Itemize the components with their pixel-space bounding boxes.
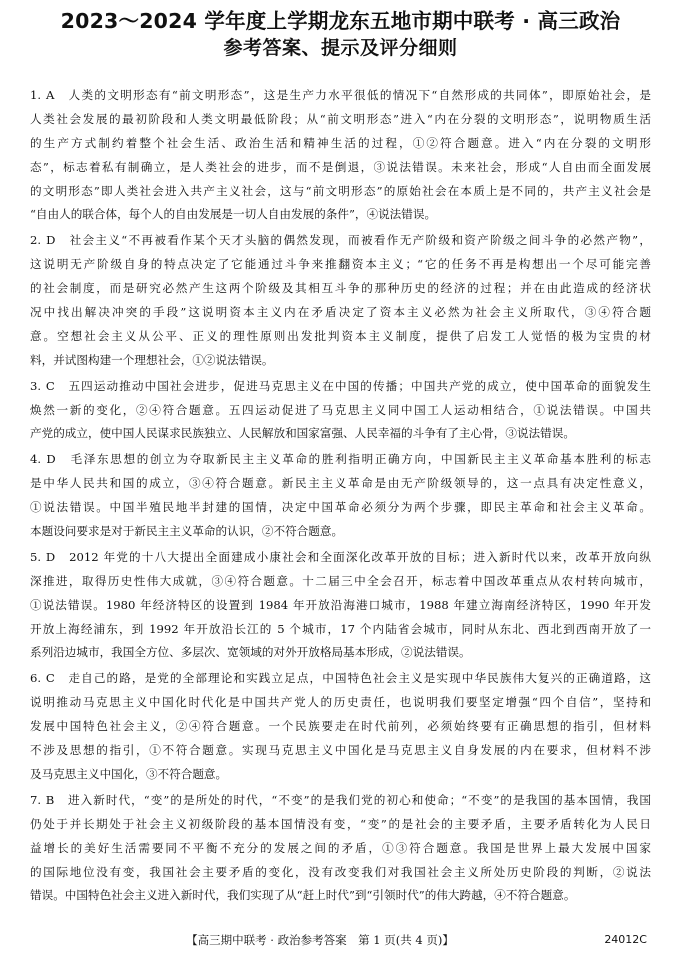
answer-text-line: 仍处于并长期处于社会主义初级阶段的基本国情没有变，“变”的是社会的主要矛盾，主要矛盾转化为人民日 (30, 816, 651, 831)
answer-list (30, 84, 651, 908)
answer-text-line: ①说法错误。中国半殖民地半封建的国情，决定中国革命必须分为两个步骤，即民主革命和社会主义革命。 (30, 500, 651, 515)
document-title: 2023～2024 学年度上学期龙东五地市期中联考 · 高三政治 (60, 9, 621, 33)
answer-text-line: 料，并试图构建一个理想社会，①②说法错误。 (30, 352, 274, 367)
answer-text-line: 及马克思主义中国化，③不符合题意。 (30, 766, 228, 781)
answer-text-line: 发展中国特色社会主义，②④符合题意。一个民族要走在时代前列，必须始终要有正确思想的指引，但材料 (30, 719, 651, 734)
answer-text-line: 况中找出解决冲突的手段”这说明资本主义内在矛盾决定了资本主义必然为社会主义所取代，③④符合题 (30, 305, 651, 320)
answer-text-line: 的文明形态”即人类社会进入共产主义社会，这与“前文明形态”的原始社会在本质上是不同的，共产主义社会是 (30, 183, 651, 198)
answer-text-line: ①说法错误。1980 年经济特区的设置到 1984 年开放沿海港口城市，1988 年建立海南经济特区，1990 年开发 (30, 597, 651, 612)
answer-text-line: 6. C 走自己的路，是党的全部理论和实践立足点，中国特色社会主义是实现中华民族伟大复兴的正确道路，这 (30, 671, 651, 686)
answer-text-line: 的国际地位没有变，我国社会主要矛盾的变化，没有改变我们对我国社会主义所处历史阶段的判断，②说法 (30, 864, 651, 879)
page-footer (0, 929, 677, 951)
answer-text-line: 错误。中国特色社会主义进入新时代，我们实现了从“赶上时代”到“引领时代”的伟大跨越，④不符合题意。 (30, 888, 576, 903)
answer-text-line: 这说明无产阶级自身的特点决定了它能通过斗争来推翻资本主义；“它的任务不再是构想出一个尽可能完善 (30, 257, 651, 272)
answer-text-line: 深推进，取得历史性伟大成就，③④符合题意。十二届三中全会召开，标志着中国改革重点从农村转向城市， (30, 573, 651, 588)
answer-text-line: 意。空想社会主义从公平、正义的理性原则出发批判资本主义制度，提供了启发工人觉悟的极为宝贵的材 (30, 328, 651, 343)
answer-text-line: 不涉及思想的指引，①不符合题意。实现马克思主义中国化是马克思主义自身发展的内在要求，但材料不涉 (30, 743, 651, 758)
answer-text-line: 系列沿边城市，我国全方位、多层次、宽领域的对外开放格局基本形成，②说法错误。 (30, 645, 471, 660)
footer-code: 24012C (604, 933, 647, 946)
answer-item (30, 229, 651, 372)
answer-text-line: 本题设问要求是对于新民主主义革命的认识，②不符合题意。 (30, 524, 344, 539)
answer-text-line: 焕然一新的变化，②④符合题意。五四运动促进了马克思主义同中国工人运动相结合，①说法错误。中国共 (30, 402, 651, 417)
answer-text-line: 开放上海经浦东，到 1992 年开放沿长江的 5 个城市，17 个内陆省会城市，同时从东北、西北到西南开放了一 (30, 621, 651, 636)
footer-page-info: 【高三期中联考 · 政治参考答案 第 1 页(共 4 页)】 (186, 933, 454, 947)
answer-item (30, 667, 651, 786)
answer-text-line: 益增长的美好生活需要同不平衡不充分的发展之间的矛盾，①③符合题意。我国是世界上最大发展中国家 (30, 840, 651, 855)
answer-item (30, 448, 651, 544)
answer-text-line: 态”，标志着私有制确立，是人类社会的进步，而不是倒退，③说法错误。未来社会，形成“人自由而全面发展 (30, 159, 651, 174)
answer-text-line: 1. A 人类的文明形态有“前文明形态”，这是生产力水平很低的情况下“自然形成的共同体”，即原始社会，是 (30, 88, 651, 102)
answer-item (30, 375, 651, 447)
answer-text-line: 2. D 社会主义“不再被看作某个天才头脑的偶然发现，而被看作无产阶级和资产阶级之间斗争的必然产物”， (30, 233, 651, 248)
answer-text-line: 的社会制度，而是研究必然产生这两个阶级及其相互斗争的那种历史的经济的过程；并在由此造成的经济状 (30, 281, 651, 296)
answer-text-line: 是中华人民共和国的成立，③④符合题意。新民主主义革命是由无产阶级领导的，这一点具有决定性意义， (30, 476, 651, 491)
answer-text-line: 的生产方式制约着整个社会生活、政治生活和精神生活的过程，①②符合题意。进入“内在分裂的文明形 (30, 135, 651, 150)
answer-text-line: 说明推动马克思主义中国化时代化是中国共产党人的历史责任，也说明我们要坚定增强“四个自信”，坚持和 (30, 695, 651, 710)
answer-text-line: “自由人的联合体，每个人的自由发展是一切人自由发展的条件”，④说法错误。 (30, 207, 437, 222)
answer-text-line: 4. D 毛泽东思想的创立为夺取新民主主义革命的胜利指明正确方向，中国新民主主义革命基本胜利的标志 (30, 452, 651, 467)
answer-text-line: 7. B 进入新时代，“变”的是所处的时代，“不变”的是我们党的初心和使命；“不变”的是我国的基本国情，我国 (30, 792, 651, 807)
document-subtitle: 参考答案、提示及评分细则 (223, 37, 458, 59)
answer-text-line: 3. C 五四运动推动中国社会进步，促进马克思主义在中国的传播；中国共产党的成立，使中国革命的面貌发生 (30, 378, 651, 393)
answer-text-line: 产党的成立，使中国人民谋求民族独立、人民解放和国家富强、人民幸福的斗争有了主心骨，③说法错误。 (30, 426, 575, 441)
answer-text-line: 5. D 2012 年党的十八大提出全面建成小康社会和全面深化改革开放的目标；进入新时代以来，改革开放向纵 (30, 549, 651, 564)
answer-text-line: 人类社会发展的最初阶段和人类文明最低阶段；从“前文明形态”进入“内在分裂的文明形态”，说明物质生活 (30, 111, 651, 126)
answer-item (30, 789, 651, 908)
answer-item (30, 84, 651, 227)
answer-item (30, 546, 651, 665)
